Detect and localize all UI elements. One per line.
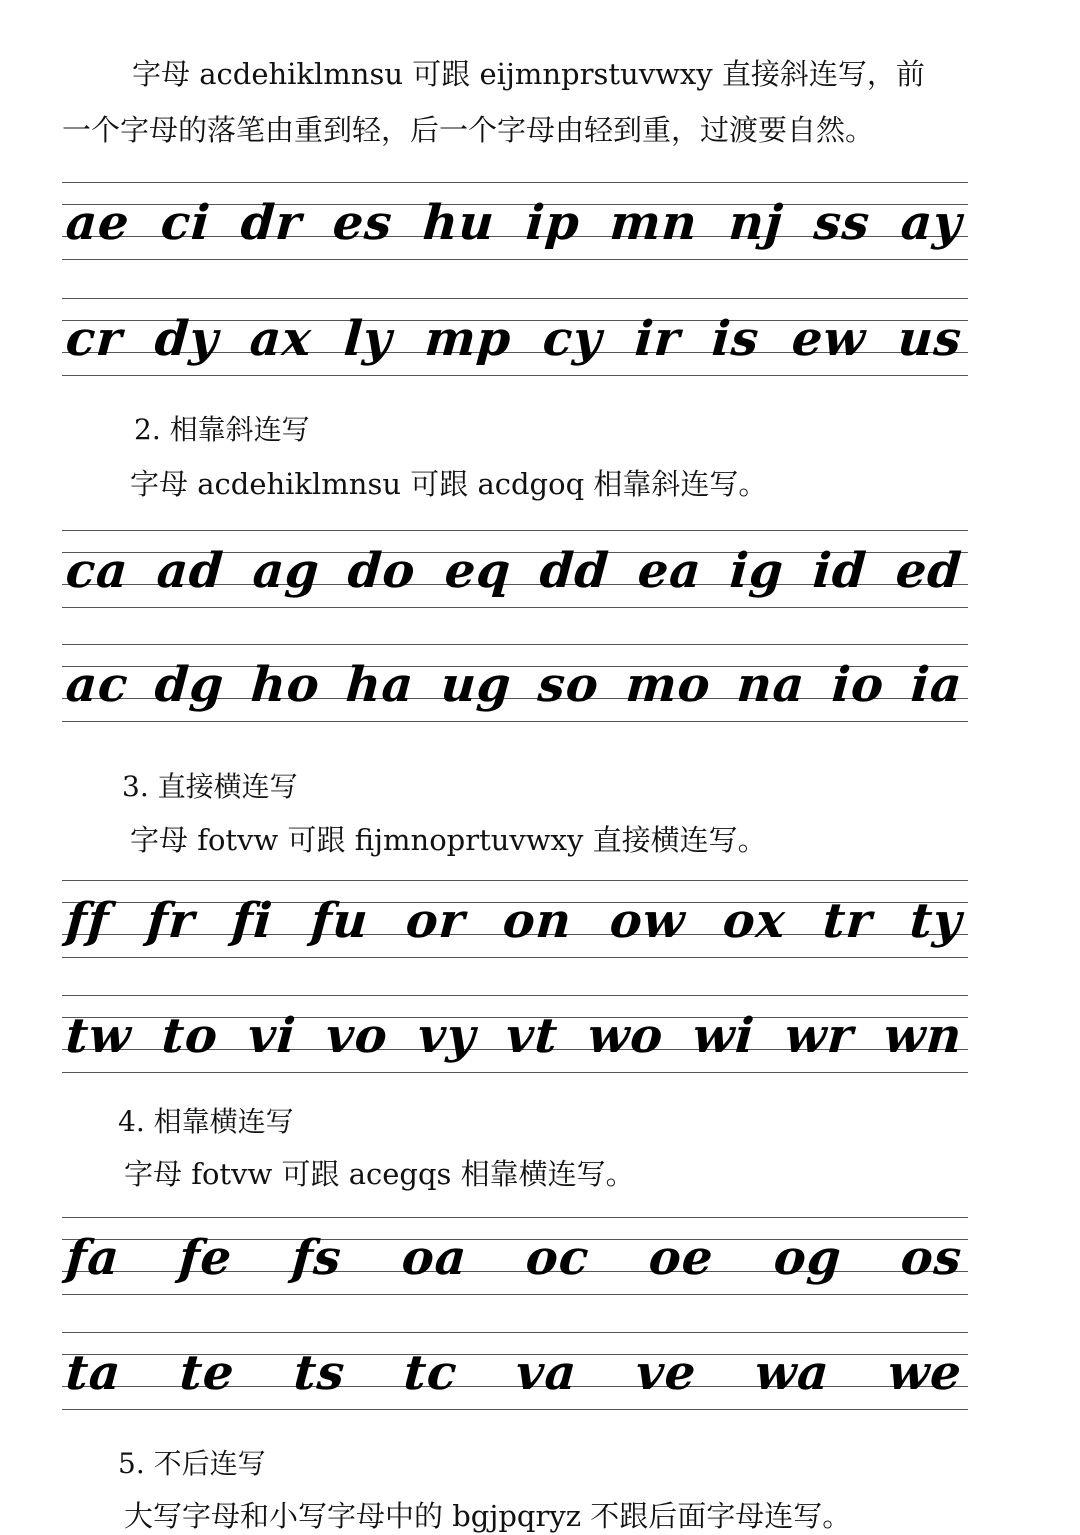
practice-row-1a	[62, 182, 968, 260]
cursive-word: es	[330, 195, 395, 251]
cursive-word: mn	[608, 195, 701, 251]
cursive-word: ta	[64, 1345, 124, 1401]
cursive-word: we	[886, 1345, 964, 1401]
cursive-word: ax	[248, 311, 315, 367]
section-2-heading: 2. 相靠斜连写	[134, 413, 310, 446]
intro-line-1: 字母 acdehiklmnsu 可跟 eijmnprstuvwxy 直接斜连写，前	[132, 57, 925, 91]
cursive-word: wn	[881, 1008, 964, 1064]
cursive-word: is	[710, 311, 762, 367]
cursive-word: wi	[691, 1008, 757, 1064]
cursive-word: ae	[64, 195, 132, 251]
cursive-word: ff	[64, 893, 112, 949]
cursive-word: fs	[290, 1230, 344, 1286]
cursive-word: vt	[503, 1008, 560, 1064]
practice-row-2b	[62, 644, 968, 722]
cursive-word: hu	[421, 195, 497, 251]
cursive-word: ug	[438, 657, 514, 713]
section-3-description: 字母 fotvw 可跟 fijmnoprtuvwxy 直接横连写。	[130, 823, 767, 857]
word-group	[66, 999, 968, 1073]
practice-row-3a	[62, 880, 968, 958]
cursive-word: wo	[586, 1008, 666, 1064]
word-group	[66, 884, 968, 958]
cursive-word: ay	[899, 195, 964, 251]
practice-row-3b	[62, 995, 968, 1073]
practice-row-4a	[62, 1217, 968, 1295]
cursive-word: vi	[245, 1008, 298, 1064]
word-group	[66, 186, 968, 260]
cursive-word: ly	[342, 311, 395, 367]
cursive-word: dr	[238, 195, 304, 251]
cursive-word: or	[404, 893, 468, 949]
cursive-word: io	[829, 657, 886, 713]
cursive-word: ad	[155, 543, 226, 599]
cursive-word: ci	[158, 195, 212, 251]
cursive-word: so	[536, 657, 601, 713]
cursive-word: cr	[64, 311, 125, 367]
cursive-word: to	[159, 1008, 220, 1064]
cursive-word: vo	[324, 1008, 390, 1064]
cursive-word: dg	[152, 657, 227, 713]
section-4-description: 字母 fotvw 可跟 acegqs 相靠横连写。	[124, 1157, 635, 1191]
cursive-word: wa	[752, 1345, 832, 1401]
section-4-heading: 4. 相靠横连写	[118, 1105, 294, 1138]
cursive-word: eq	[442, 543, 513, 599]
cursive-word: ho	[248, 657, 322, 713]
cursive-word: oc	[524, 1230, 592, 1286]
cursive-word: ia	[908, 657, 964, 713]
cursive-word: wr	[783, 1008, 856, 1064]
cursive-word: fu	[308, 893, 371, 949]
cursive-word: mp	[422, 311, 514, 367]
section-5-description: 大写字母和小写字母中的 bgjpqryz 不跟后面字母连写。	[124, 1499, 852, 1533]
cursive-word: te	[178, 1345, 237, 1401]
cursive-word: ew	[790, 311, 868, 367]
cursive-word: ed	[893, 543, 964, 599]
cursive-word: do	[346, 543, 418, 599]
cursive-word: ow	[607, 893, 687, 949]
cursive-word: nj	[726, 195, 786, 251]
cursive-word: id	[811, 543, 869, 599]
cursive-word: na	[735, 657, 808, 713]
word-group	[66, 648, 968, 722]
cursive-word: og	[771, 1230, 844, 1286]
intro-line-2: 一个字母的落笔由重到轻，后一个字母由轻到重，过渡要自然。	[62, 113, 875, 147]
practice-row-1b	[62, 298, 968, 376]
cursive-word: ha	[344, 657, 417, 713]
cursive-word: tw	[64, 1008, 134, 1064]
cursive-word: fa	[64, 1230, 122, 1286]
cursive-word: vy	[416, 1008, 478, 1064]
cursive-word: ac	[64, 657, 131, 713]
cursive-word: tr	[820, 893, 875, 949]
cursive-word: fr	[144, 893, 197, 949]
cursive-word: tc	[401, 1345, 459, 1401]
word-group	[66, 302, 968, 376]
word-group	[66, 1221, 968, 1295]
cursive-word: dy	[152, 311, 221, 367]
cursive-word: ve	[633, 1345, 698, 1401]
cursive-word: cy	[541, 311, 605, 367]
cursive-word: oe	[647, 1230, 716, 1286]
cursive-word: ea	[635, 543, 704, 599]
cursive-word: ty	[907, 893, 964, 949]
cursive-word: ss	[812, 195, 873, 251]
practice-row-2a	[62, 530, 968, 608]
section-3-heading: 3. 直接横连写	[122, 770, 298, 803]
cursive-word: on	[501, 893, 574, 949]
cursive-word: ig	[728, 543, 787, 599]
intro-paragraph	[62, 46, 972, 102]
cursive-word: fi	[230, 893, 276, 949]
cursive-word: fe	[177, 1230, 235, 1286]
cursive-word: us	[896, 311, 964, 367]
cursive-word: oa	[399, 1230, 469, 1286]
cursive-word: ip	[523, 195, 582, 251]
cursive-word: va	[513, 1345, 579, 1401]
cursive-word: ts	[291, 1345, 347, 1401]
section-5-heading: 5. 不后连写	[118, 1447, 266, 1480]
cursive-word: ag	[250, 543, 322, 599]
cursive-word: mo	[623, 657, 713, 713]
intro-paragraph-cont	[62, 102, 972, 158]
cursive-word: os	[898, 1230, 964, 1286]
section-2-description: 字母 acdehiklmnsu 可跟 acdgoq 相靠斜连写。	[130, 467, 768, 501]
cursive-word: ir	[632, 311, 683, 367]
cursive-word: ca	[64, 543, 131, 599]
cursive-word: ox	[720, 893, 788, 949]
word-group	[66, 534, 968, 608]
word-group	[66, 1336, 968, 1410]
practice-row-4b	[62, 1332, 968, 1410]
cursive-word: dd	[537, 543, 611, 599]
